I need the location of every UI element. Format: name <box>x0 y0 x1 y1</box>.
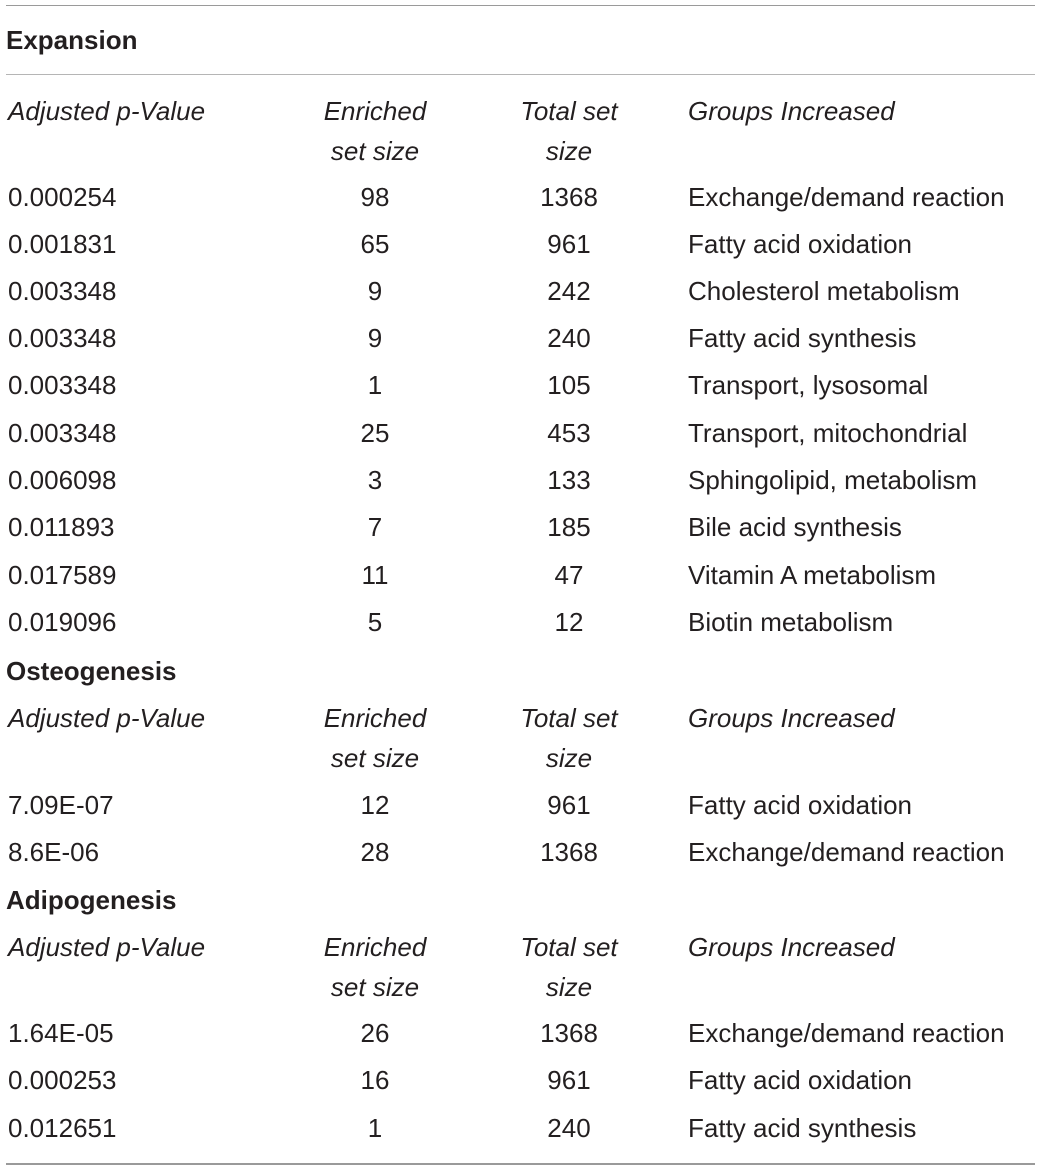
group-cell: Sphingolipid, metabolism <box>688 465 978 495</box>
enriched-cell: 16 <box>360 1065 390 1095</box>
p-value-cell: 0.006098 <box>8 465 117 495</box>
header-total-set-size: Total set size <box>520 96 618 166</box>
enriched-cell: 5 <box>367 607 383 637</box>
total-cell: 133 <box>547 465 591 495</box>
total-cell: 961 <box>547 1065 591 1095</box>
section-title-adipogenesis: Adipogenesis <box>6 885 177 915</box>
group-cell: Fatty acid oxidation <box>688 1065 913 1095</box>
group-cell: Fatty acid oxidation <box>688 790 913 820</box>
table-row <box>0 1013 1040 1053</box>
enriched-cell: 1 <box>367 370 383 400</box>
enriched-cell: 26 <box>360 1018 390 1048</box>
section-divider <box>6 74 1035 75</box>
table-row <box>0 224 1040 264</box>
enriched-cell: 7 <box>367 512 383 542</box>
total-cell: 453 <box>547 418 591 448</box>
group-cell: Vitamin A metabolism <box>688 560 937 590</box>
table-top-rule <box>6 5 1035 6</box>
enriched-cell: 65 <box>360 229 390 259</box>
p-value-cell: 0.003348 <box>8 276 117 306</box>
table-row <box>0 1108 1040 1148</box>
group-cell: Transport, lysosomal <box>688 370 929 400</box>
header-total-set-size: Total set size <box>520 932 618 1002</box>
p-value-cell: 0.001831 <box>8 229 117 259</box>
enriched-cell: 9 <box>367 276 383 306</box>
enriched-cell: 98 <box>360 182 390 212</box>
group-cell: Transport, mitochondrial <box>688 418 968 448</box>
header-adjusted-p-value: Adjusted p-Value <box>8 96 206 126</box>
total-cell: 1368 <box>540 182 598 212</box>
p-value-cell: 0.000253 <box>8 1065 117 1095</box>
table-row <box>0 460 1040 500</box>
total-cell: 1368 <box>540 837 598 867</box>
total-cell: 961 <box>547 229 591 259</box>
total-cell: 185 <box>547 512 591 542</box>
enriched-cell: 1 <box>367 1113 383 1143</box>
group-cell: Bile acid synthesis <box>688 512 902 542</box>
table-row <box>0 271 1040 311</box>
group-cell: Cholesterol metabolism <box>688 276 960 306</box>
table-row <box>0 832 1040 872</box>
enriched-cell: 12 <box>360 790 390 820</box>
total-cell: 1368 <box>540 1018 598 1048</box>
p-value-cell: 0.003348 <box>8 323 117 353</box>
header-adjusted-p-value: Adjusted p-Value <box>8 932 206 962</box>
header-groups-increased: Groups Increased <box>688 96 895 126</box>
group-cell: Exchange/demand reaction <box>688 1018 1005 1048</box>
total-cell: 961 <box>547 790 591 820</box>
header-groups-increased: Groups Increased <box>688 932 895 962</box>
p-value-cell: 7.09E-07 <box>8 790 114 820</box>
group-cell: Exchange/demand reaction <box>688 182 1005 212</box>
group-cell: Fatty acid synthesis <box>688 323 917 353</box>
header-groups-increased: Groups Increased <box>688 703 895 733</box>
enriched-cell: 9 <box>367 323 383 353</box>
table-row <box>0 365 1040 405</box>
p-value-cell: 0.000254 <box>8 182 117 212</box>
table-row <box>0 602 1040 642</box>
enriched-cell: 28 <box>360 837 390 867</box>
table-row <box>0 507 1040 547</box>
total-cell: 240 <box>547 323 591 353</box>
header-adjusted-p-value: Adjusted p-Value <box>8 703 206 733</box>
total-cell: 240 <box>547 1113 591 1143</box>
column-header-row <box>0 698 1040 778</box>
table-row <box>0 785 1040 825</box>
section-title-osteogenesis: Osteogenesis <box>6 656 177 686</box>
enriched-cell: 11 <box>361 560 389 590</box>
header-enriched-set-size: Enriched set size <box>323 96 427 166</box>
enriched-cell: 3 <box>367 465 383 495</box>
total-cell: 47 <box>554 560 584 590</box>
p-value-cell: 0.011893 <box>8 512 115 542</box>
p-value-cell: 0.017589 <box>8 560 117 590</box>
header-enriched-set-size: Enriched set size <box>323 932 427 1002</box>
table-row <box>0 555 1040 595</box>
table-bottom-rule <box>6 1163 1035 1165</box>
column-header-row <box>0 927 1040 1007</box>
p-value-cell: 0.003348 <box>8 418 117 448</box>
total-cell: 12 <box>554 607 584 637</box>
enriched-cell: 25 <box>360 418 390 448</box>
header-total-set-size: Total set size <box>520 703 618 773</box>
group-cell: Biotin metabolism <box>688 607 894 637</box>
total-cell: 105 <box>547 370 591 400</box>
group-cell: Fatty acid oxidation <box>688 229 913 259</box>
p-value-cell: 0.012651 <box>8 1113 117 1143</box>
table-row <box>0 177 1040 217</box>
p-value-cell: 1.64E-05 <box>8 1018 114 1048</box>
p-value-cell: 8.6E-06 <box>8 837 100 867</box>
group-cell: Exchange/demand reaction <box>688 837 1005 867</box>
section-title-expansion: Expansion <box>6 25 138 55</box>
header-enriched-set-size: Enriched set size <box>323 703 427 773</box>
table-row <box>0 1060 1040 1100</box>
total-cell: 242 <box>547 276 591 306</box>
table-row <box>0 413 1040 453</box>
table-row <box>0 318 1040 358</box>
group-cell: Fatty acid synthesis <box>688 1113 917 1143</box>
p-value-cell: 0.003348 <box>8 370 117 400</box>
column-header-row <box>0 91 1040 171</box>
p-value-cell: 0.019096 <box>8 607 117 637</box>
